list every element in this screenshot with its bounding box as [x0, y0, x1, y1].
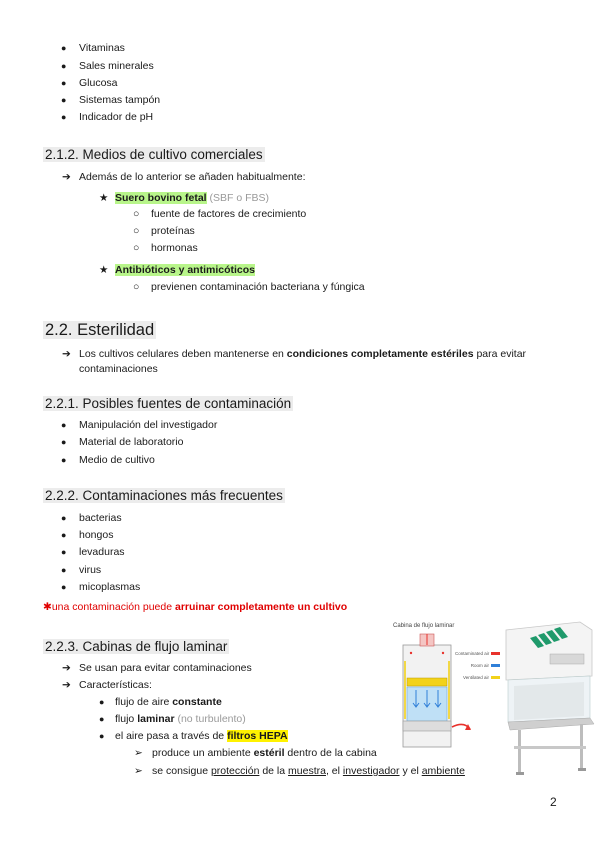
bullet-icon: ●	[61, 547, 67, 557]
antibiotics-item: Antibióticos y antimicóticos	[115, 264, 256, 276]
bullet-icon: ●	[99, 714, 105, 724]
bullet-icon: ●	[99, 731, 105, 741]
bullet-icon: ●	[99, 697, 105, 707]
bullet-icon: ●	[61, 530, 67, 540]
star-icon: ★	[99, 192, 109, 204]
section-heading-2-1-2: 2.1.2. Medios de cultivo comerciales	[45, 147, 263, 162]
section-heading-2-2-3: 2.2.3. Cabinas de flujo laminar	[45, 639, 228, 654]
arrow-icon: ➔	[62, 171, 71, 183]
list-item: Sales minerales	[79, 60, 154, 72]
sterility-paragraph: Los cultivos celulares deben mantenerse en condiciones completamente estériles para evitar	[79, 348, 527, 360]
sterility-paragraph-cont: contaminaciones	[79, 363, 158, 375]
legend-swatch-red	[491, 652, 500, 655]
section-heading-2-2-1: 2.2.1. Posibles fuentes de contaminación	[45, 396, 292, 411]
arrow-icon: ➔	[62, 348, 71, 360]
char-item: flujo de aire constante	[115, 696, 222, 708]
bullet-icon: ●	[61, 78, 67, 88]
list-item: virus	[79, 564, 102, 576]
circle-icon: ○	[133, 242, 140, 254]
sub-item: se consigue protección de la muestra, el investigador y el ambiente	[152, 765, 465, 777]
triangle-icon: ➢	[134, 765, 143, 777]
bullet-icon: ●	[61, 565, 67, 575]
circle-icon: ○	[133, 281, 140, 293]
bullet-icon: ●	[61, 582, 67, 592]
bullet-icon: ●	[61, 43, 67, 53]
page-number: 2	[550, 795, 557, 809]
list-item: micoplasmas	[79, 581, 141, 593]
bullet-icon: ●	[61, 420, 67, 430]
legend-room: Room air	[470, 663, 489, 668]
diagram-legend	[455, 648, 489, 684]
serum-item: Suero bovino fetal (SBF o FBS)	[115, 192, 270, 204]
char-item: flujo laminar (no turbulento)	[115, 713, 246, 725]
characteristics-label: Características:	[79, 679, 152, 691]
section-heading-2-2: 2.2. Esterilidad	[45, 321, 155, 339]
bullet-icon: ●	[61, 112, 67, 122]
triangle-icon: ➢	[134, 747, 143, 759]
sub-item: proteínas	[151, 225, 195, 237]
list-item: Manipulación del investigador	[79, 419, 218, 431]
arrow-icon: ➔	[62, 662, 71, 674]
list-item: Indicador de pH	[79, 111, 154, 123]
usage-text: Se usan para evitar contaminaciones	[79, 662, 252, 674]
figure-caption: Cabina de flujo laminar	[393, 623, 455, 629]
circle-icon: ○	[133, 225, 140, 237]
list-item: Glucosa	[79, 77, 118, 89]
intro-text: Además de lo anterior se añaden habitualmente:	[79, 171, 306, 183]
bullet-icon: ●	[61, 61, 67, 71]
char-item: el aire pasa a través de filtros HEPA	[115, 730, 288, 742]
sub-item: hormonas	[151, 242, 198, 254]
bullet-icon: ●	[61, 437, 67, 447]
legend-swatch-yellow	[491, 676, 500, 679]
list-item: Vitaminas	[79, 42, 125, 54]
legend-ventilated: Ventilated air	[462, 675, 489, 680]
circle-icon: ○	[133, 208, 140, 220]
bullet-icon: ●	[61, 95, 67, 105]
bullet-icon: ●	[61, 513, 67, 523]
list-item: Medio de cultivo	[79, 454, 155, 466]
list-item: bacterias	[79, 512, 122, 524]
list-item: hongos	[79, 529, 114, 541]
sub-item: produce un ambiente estéril dentro de la cabina	[152, 747, 377, 759]
legend-contaminated: Contaminated air	[455, 651, 490, 656]
arrow-icon: ➔	[62, 679, 71, 691]
list-item: levaduras	[79, 546, 125, 558]
section-heading-2-2-2: 2.2.2. Contaminaciones más frecuentes	[45, 488, 283, 503]
star-icon: ★	[99, 264, 109, 276]
list-item: Material de laboratorio	[79, 436, 184, 448]
list-item: Sistemas tampón	[79, 94, 161, 106]
contamination-warning: ✱una contaminación puede arruinar completamente un cultivo	[43, 601, 348, 613]
cabinet-photo	[500, 620, 596, 776]
bullet-icon: ●	[61, 455, 67, 465]
sub-item: previenen contaminación bacteriana y fúngica	[151, 281, 365, 293]
sub-item: fuente de factores de crecimiento	[151, 208, 307, 220]
legend-swatch-blue	[491, 664, 500, 667]
